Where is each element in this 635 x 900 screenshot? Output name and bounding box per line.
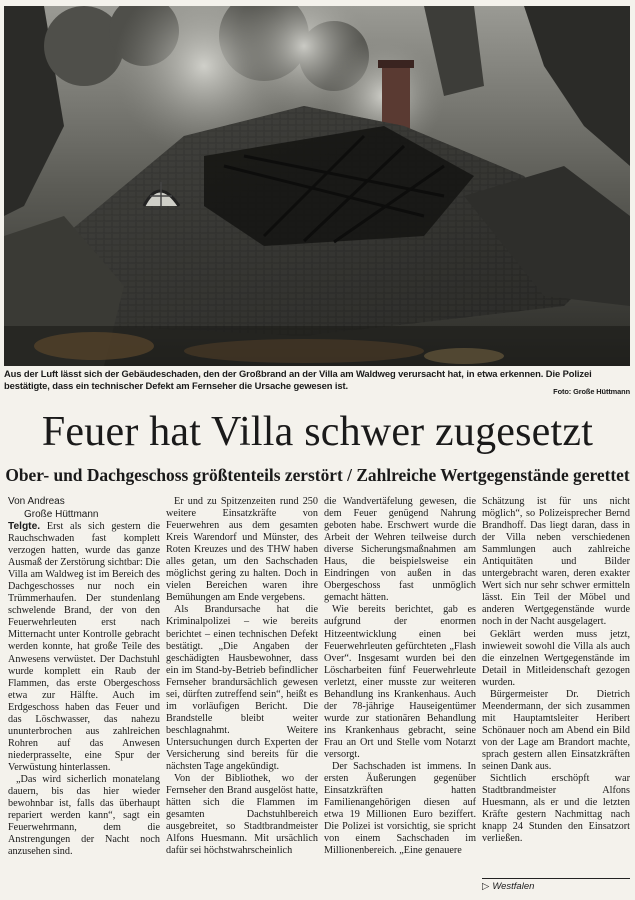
photo-caption bbox=[4, 368, 630, 400]
paragraph: Bürgermeister Dr. Dietrich Meendermann, der sich zusammen mit Hauptamtsleiter Heribert Schönauer noch am Abend ein Bild von der Lage am Brandort machte, sprach gestern allen Einsatzkräften seinen Dank aus. bbox=[482, 688, 630, 773]
dateline: Telgte. bbox=[8, 521, 41, 532]
paragraph: Sichtlich erschöpft war Stadtbrandmeister Alfons Huesmann, als er und die letzten Kräfte gestern Nachmittag nach knapp 24 Stunden den Einsatzort verließen. bbox=[482, 773, 630, 845]
section-label: Westfalen bbox=[492, 881, 535, 892]
byline-line-2: Große Hüttmann bbox=[24, 508, 99, 520]
paragraph: die Wandvertäfelung gewesen, die dem Feuer genügend Nahrung geboten habe. Erschwert wurde die Arbeit der Wehren teilweise durch diverse Sicherungsmaßnahmen am Haus, die beispielsweise ein Eindringen von außen in das Obergeschoss fast unmöglich gemacht hätten. bbox=[324, 496, 476, 604]
aerial-photo bbox=[4, 6, 630, 366]
paragraph: Wie bereits berichtet, gab es aufgrund der enormen Hitzeentwicklung einen bei Feuerwehrleuten gefürchteten „Flash Over“. Insgesamt wurden bei den Löscharbeiten fünf Feuerwehrleute verletzt, einer musste zur weiteren Behandlung ins Krankenhaus. Auch der 78-jährige Hauseigentümer wurde zur stationären Behandlung ins Krankenhaus gebracht, seine Frau an Ort und Stelle vom Notarzt versorgt. bbox=[324, 604, 476, 760]
paragraph: Geklärt werden muss jetzt, inwieweit sowohl die Villa als auch die einzelnen Wertgegenstände im Detail in Mitleidenschaft gezogen wurden. bbox=[482, 628, 630, 688]
paragraph-text: Erst als sich gestern die Rauchschwaden fast komplett verzogen hatten, wurde das ganze Ausmaß der Zerstörung sichtbar: Die Villa am Waldweg ist im Bereich des Dachgeschosses nur noch ein Trümmerhaufen. Der stundenlang schwelende Brand, der von den Feuerwehrleuten erst nach Mitternacht unter Kontrolle gebracht werden konnte, hat große Teile des Anwesens verwüstet. Der Dachstuhl wurde komplett ein Raub der Flammen, das erste Obergeschoss etwa zur Hälfte. Auch im Erdgeschoss haben das Feuer und das Löschwasser, das nahezu ununterbrochen aus zahlreichen Rohren auf das Anwesen niederprasselte, eine Spur der Verwüstung hinterlassen. bbox=[8, 521, 160, 773]
paragraph: Als Brandursache hat die Kriminalpolizei – wie bereits berichtet – einen technischen Defekt bestätigt. „Die Angaben der geschädigten Hausbewohner, dass ein im Stand-by-Betrieb befindlicher Fernseher brandursächlich gewesen sei, dürften zutreffend sein“, heißt es im vorläufigen Bericht. Die Brandstelle bleibt weiter beschlagnahmt. Weitere Untersuchungen durch Experten der Versicherung sind bereits für die nächsten Tage angekündigt. bbox=[166, 604, 318, 773]
headline: Feuer hat Villa schwer zugesetzt bbox=[41, 409, 594, 455]
article-column-4 bbox=[482, 496, 630, 874]
arrow-icon: ▷ bbox=[482, 881, 490, 892]
photo-credit: Foto: Große Hüttmann bbox=[553, 386, 630, 396]
paragraph bbox=[8, 521, 160, 774]
paragraph: „Das wird sicherlich monatelang dauern, bis das hier wieder bewohnbar ist, falls das überhaupt repariert werden kann“, sagt ein Feuerwehrmann, dem die Anstrengungen der Nacht noch anzusehen sind. bbox=[8, 773, 160, 858]
paragraph: Der Sachschaden ist immens. In ersten Äußerungen gegenüber Einsatzkräften hatten Familienangehörigen diesen auf etwa 19 Millionen Euro beziffert. Die Polizei ist vorsichtig, sie spricht von einem Sachschaden im Millionenbereich. „Eine genauere bbox=[324, 761, 476, 857]
caption-text: Aus der Luft lässt sich der Gebäudeschaden, den der Großbrand an der Villa am Waldweg verursacht hat, in etwa erkennen. Die Polizei bestätigte, dass ein technischer Defekt am Fernseher die Ursache gewesen ist. bbox=[4, 368, 592, 391]
article-column-1 bbox=[8, 496, 160, 894]
byline-line-1: Von Andreas bbox=[8, 496, 65, 507]
article-column-3 bbox=[324, 496, 476, 894]
section-tag[interactable] bbox=[482, 878, 630, 895]
subheadline: Ober- und Dachgeschoss größtenteils zerstört / Zahlreiche Wertgegenstände gerettet bbox=[5, 465, 630, 485]
byline bbox=[8, 496, 160, 521]
paragraph: Schätzung ist für uns nicht möglich“, so Polizeisprecher Bernd Brandhoff. Das liegt daran, dass in der Villa neben verschiedenen Sammlungen auch zahlreiche Antiquitäten und Bilder untergebracht waren, deren exakter Wert sich nur sehr schwer ermitteln lässt. Ein Teil der Möbel und anderen Wertgegenstände wurde noch in der Nacht ausgelagert. bbox=[482, 496, 630, 628]
paragraph: Er und zu Spitzenzeiten rund 250 weitere Einsatzkräfte von Feuerwehren aus dem gesamten Kreis Warendorf und Münster, des Roten Kreuzes und des THW haben alles getan, um den Sachschaden möglichst gering zu halten. Doch in vielen Bereichen waren ihre Bemühungen am Ende vergebens. bbox=[166, 496, 318, 604]
paragraph: Von der Bibliothek, wo der Fernseher den Brand ausgelöst hatte, hätten sich die Flammen im gesamten Dachstuhlbereich ausgebreitet, so Stadtbrandmeister Alfons Huesmann. Mit ursächlich dafür sei höchstwahrscheinlich bbox=[166, 773, 318, 857]
article-column-2 bbox=[166, 496, 318, 894]
